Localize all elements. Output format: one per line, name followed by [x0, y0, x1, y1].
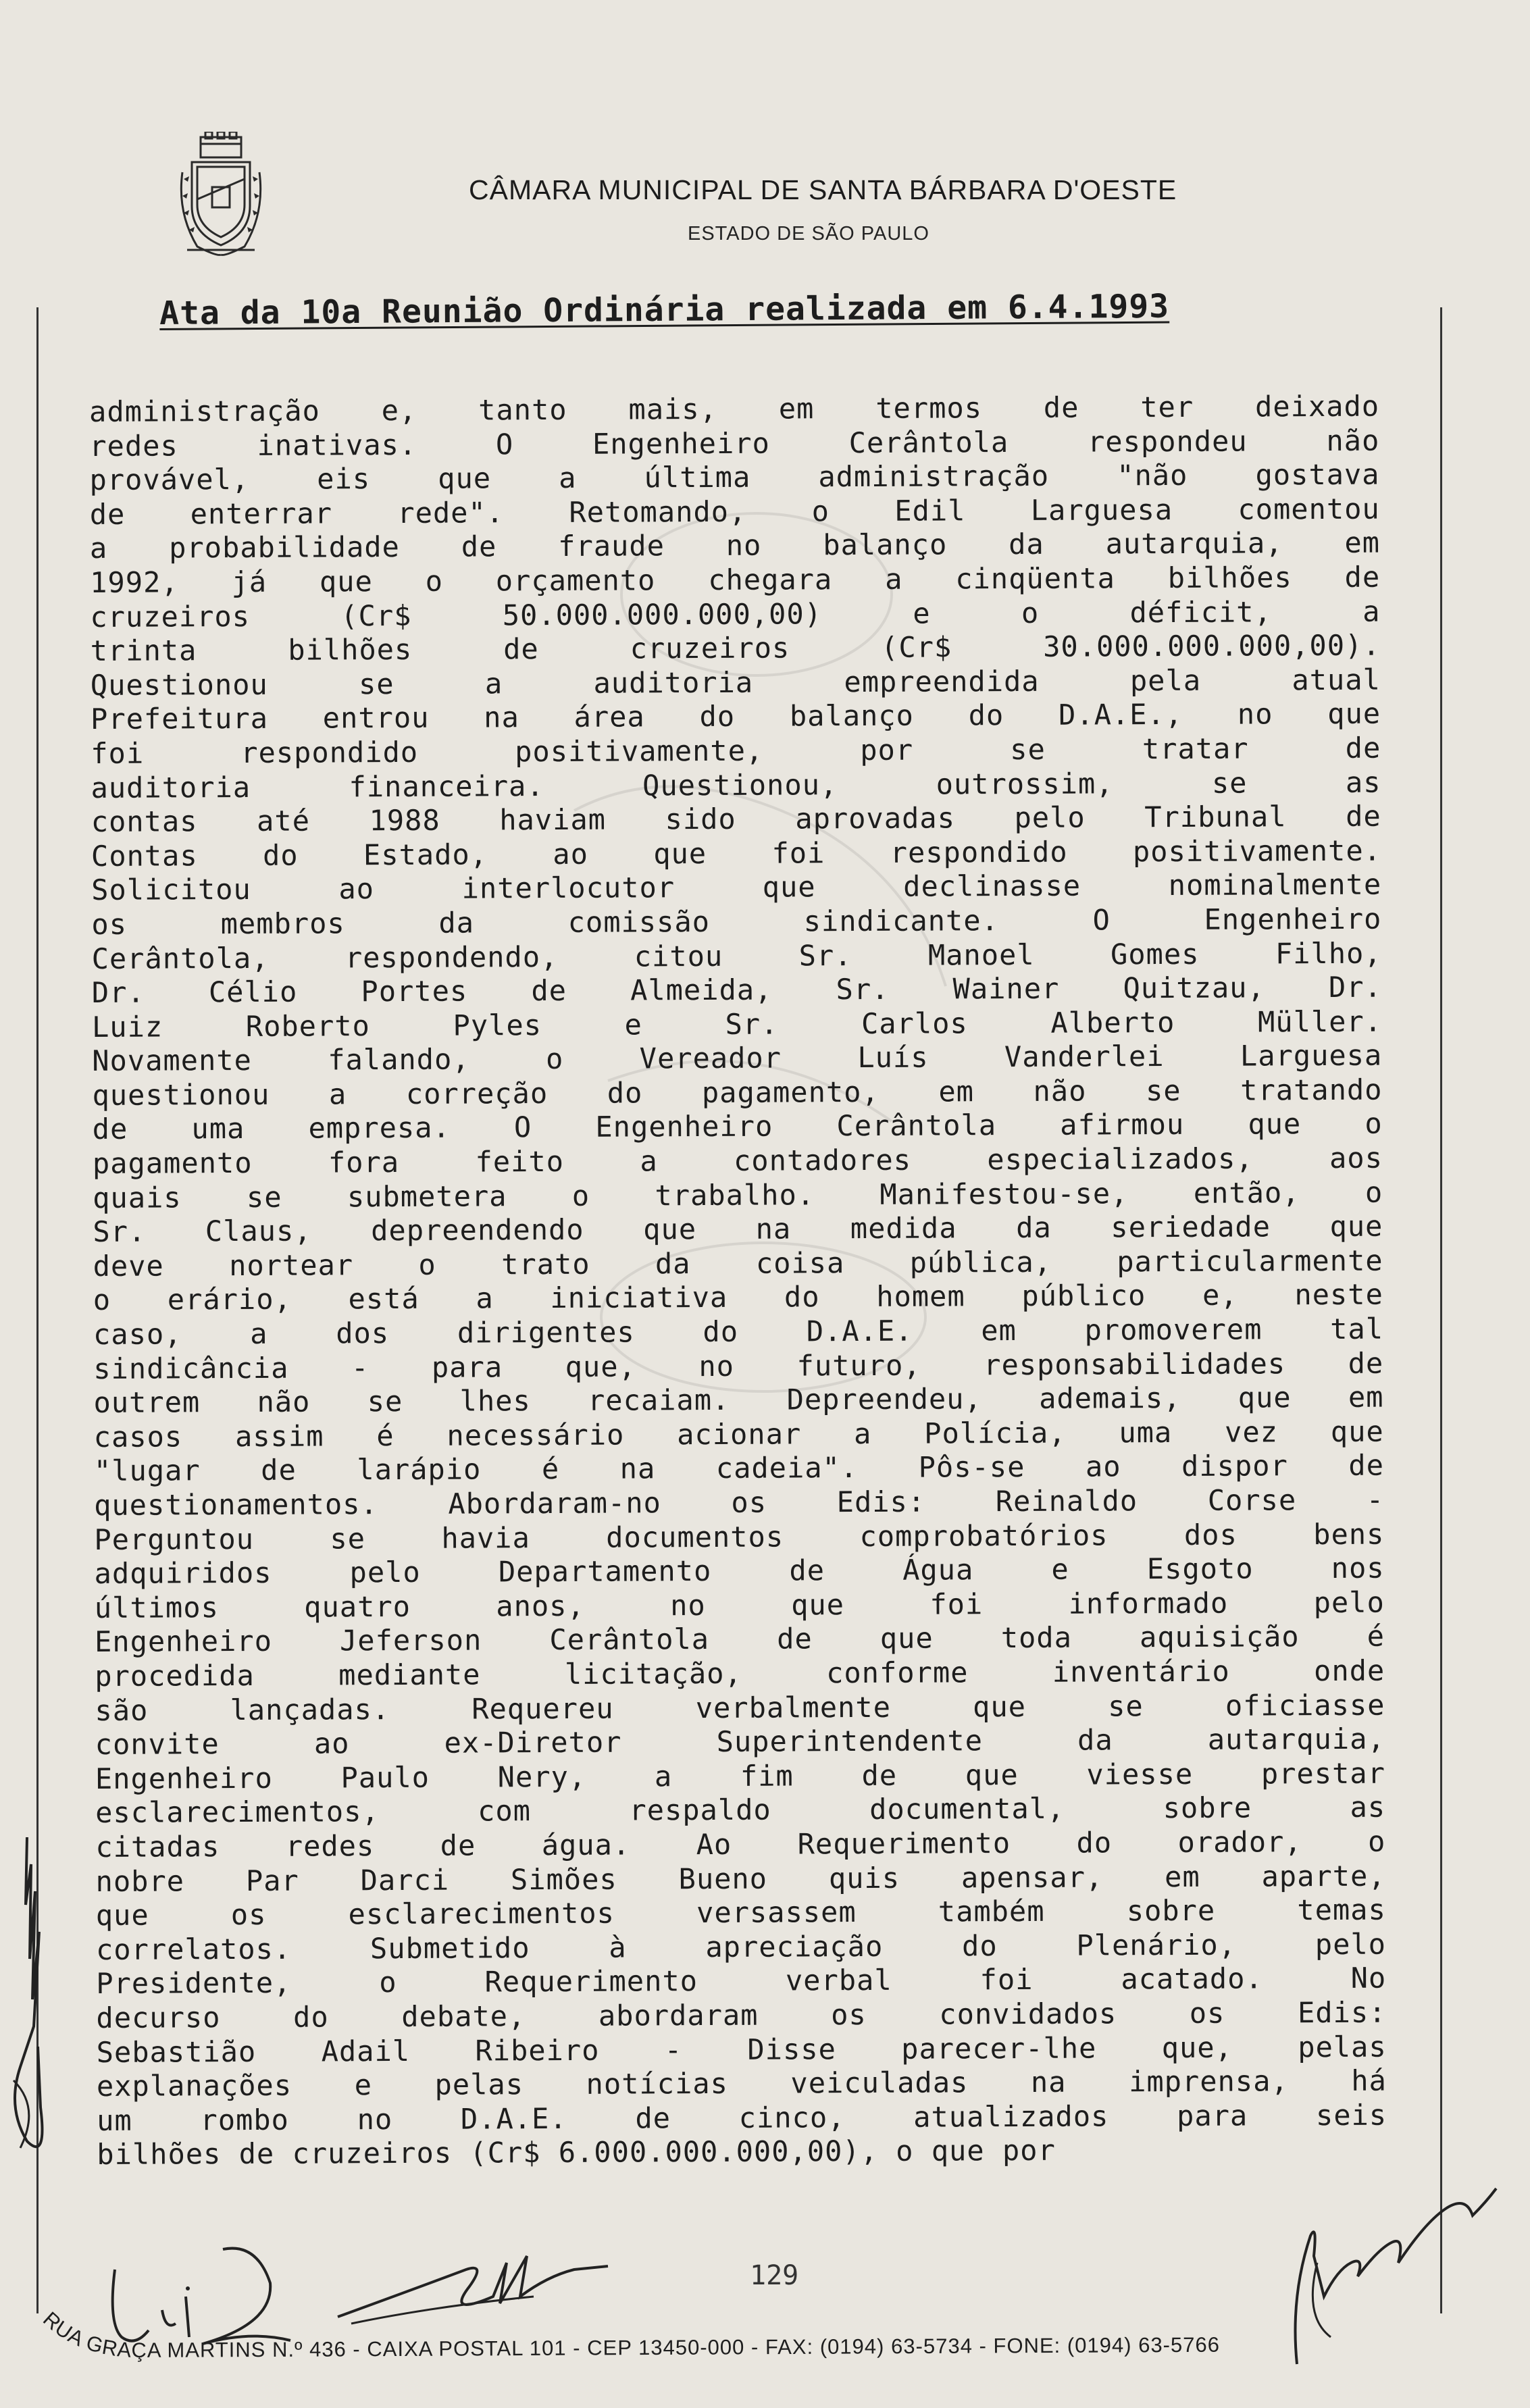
text-line: Contas do Estado, ao que foi respondido positivamente.	[91, 834, 1382, 873]
footer-address-text: RUA GRAÇA MARTINS N.º 436 - CAIXA POSTAL 101 - CEP 13450-000 - FAX: (0194) 63-5734 - FONE: (0194) 63-5766	[39, 2309, 1221, 2363]
state-name: ESTADO DE SÃO PAULO	[688, 223, 929, 245]
text-line: adquiridos pelo Departamento de Água e Esgoto nos	[94, 1551, 1385, 1591]
text-line: administração e, tanto mais, em termos de ter deixado	[89, 389, 1380, 428]
text-line: Engenheiro Jeferson Cerântola de que toda aquisição é	[94, 1620, 1385, 1659]
text-line: a probabilidade de fraude no balanço da autarquia, em	[89, 526, 1381, 565]
text-line: redes inativas. O Engenheiro Cerântola respondeu não	[89, 424, 1380, 463]
text-line: questionamentos. Abordaram-no os Edis: Reinaldo Corse -	[94, 1483, 1385, 1522]
coat-of-arms-emblem	[177, 132, 265, 260]
text-line: Perguntou se havia documentos comprobatórios dos bens	[94, 1517, 1385, 1556]
text-line: explanações e pelas notícias veiculadas na imprensa, há	[96, 2064, 1387, 2103]
text-line: bilhões de cruzeiros (Cr$ 6.000.000.000,00), o que por	[97, 2134, 1056, 2172]
signature-1	[101, 2229, 324, 2357]
text-line: nobre Par Darci Simões Bueno quis apensar, em aparte,	[95, 1859, 1386, 1898]
text-line: são lançadas. Requereu verbalmente que se oficiasse	[95, 1688, 1385, 1727]
text-line: de enterrar rede". Retomando, o Edil Larguesa comentou	[89, 492, 1380, 531]
text-line: outrem não se lhes recaiam. Depreendeu, ademais, que em	[93, 1380, 1384, 1420]
text-line: trinta bilhões de cruzeiros (Cr$ 30.000.000.000,00).	[90, 628, 1381, 668]
text-line: foi respondido positivamente, por se tratar de	[91, 731, 1381, 770]
text-line: correlatos. Submetido à apreciação do Plenário, pelo	[95, 1927, 1387, 1966]
right-margin-rule	[1440, 307, 1442, 2313]
text-line: esclarecimentos, com respaldo documental, sobre as	[95, 1790, 1386, 1830]
text-line: os membros da comissão sindicante. O Engenheiro	[91, 902, 1382, 941]
text-line: de uma empresa. O Engenheiro Cerântola afirmou que o	[92, 1107, 1383, 1146]
minutes-body	[89, 390, 1387, 2172]
text-line: questionou a correção do pagamento, em não se tratando	[92, 1073, 1383, 1112]
text-line: deve nortear o trato da coisa pública, particularmente	[93, 1244, 1383, 1283]
text-line: Sr. Claus, depreendendo que na medida da seriedade que	[93, 1209, 1383, 1249]
text-line: citadas redes de água. Ao Requerimento do orador, o	[95, 1824, 1386, 1864]
text-line: 1992, já que o orçamento chegara a cinqüenta bilhões de	[90, 560, 1381, 599]
text-line: Sebastião Adail Ribeiro - Disse parecer-lhe que, pelas	[96, 2030, 1387, 2069]
text-line: últimos quatro anos, no que foi informado pelo	[94, 1585, 1385, 1624]
text-line: Presidente, o Requerimento verbal foi acatado. No	[96, 1961, 1387, 2001]
signature-3	[1270, 2161, 1500, 2378]
margin-signature	[0, 1824, 61, 2175]
text-line: Novamente falando, o Vereador Luís Vanderlei Larguesa	[92, 1038, 1383, 1078]
text-line: Engenheiro Paulo Nery, a fim de que viesse prestar	[95, 1756, 1386, 1795]
text-line: Prefeitura entrou na área do balanço do D.A.E., no que	[90, 697, 1381, 736]
text-line: que os esclarecimentos versassem também sobre temas	[95, 1893, 1386, 1932]
text-line: Questionou se a auditoria empreendida pela atual	[90, 663, 1381, 702]
text-line: pagamento fora feito a contadores especializados, aos	[92, 1141, 1383, 1181]
text-line: contas até 1988 haviam sido aprovadas pelo Tribunal de	[91, 799, 1381, 839]
text-line: Cerântola, respondendo, citou Sr. Manoel Gomes Filho,	[91, 936, 1382, 975]
text-line: auditoria financeira. Questionou, outrossim, se as	[91, 765, 1381, 804]
document-title: Ata da 10a Reunião Ordinária realizada em 6.4.1993	[159, 287, 1170, 332]
text-line: o erário, está a iniciativa do homem público e, neste	[93, 1278, 1383, 1317]
page-number: 129	[750, 2260, 799, 2291]
text-line: "lugar de larápio é na cadeia". Pôs-se ao dispor de	[93, 1449, 1385, 1488]
text-line: procedida mediante licitação, conforme inventário onde	[95, 1654, 1385, 1693]
text-line: Solicitou ao interlocutor que declinasse nominalmente	[91, 867, 1382, 907]
text-line: decurso do debate, abordaram os convidados os Edis:	[96, 1995, 1387, 2034]
text-line: Dr. Célio Portes de Almeida, Sr. Wainer Quitzau, Dr.	[91, 970, 1382, 1010]
text-line: casos assim é necessário acionar a Polícia, uma vez que	[93, 1414, 1384, 1454]
text-line: cruzeiros (Cr$ 50.000.000.000,00) e o déficit, a	[90, 594, 1381, 634]
text-line: um rombo no D.A.E. de cinco, atualizados para seis	[97, 2098, 1387, 2137]
text-line: caso, a dos dirigentes do D.A.E. em promoverem tal	[93, 1312, 1384, 1352]
text-line: quais se submetera o trabalho. Manifestou-se, então, o	[93, 1175, 1383, 1214]
text-line: sindicância - para que, no futuro, responsabilidades de	[93, 1346, 1384, 1385]
text-line: Luiz Roberto Pyles e Sr. Carlos Alberto Müller.	[91, 1004, 1383, 1044]
text-line: convite ao ex-Diretor Superintendente da autarquia,	[95, 1722, 1385, 1762]
institution-name: CÂMARA MUNICIPAL DE SANTA BÁRBARA D'OESTE	[469, 174, 1177, 205]
signature-2	[331, 2243, 615, 2330]
text-line: provável, eis que a última administração "não gostava	[89, 457, 1380, 497]
